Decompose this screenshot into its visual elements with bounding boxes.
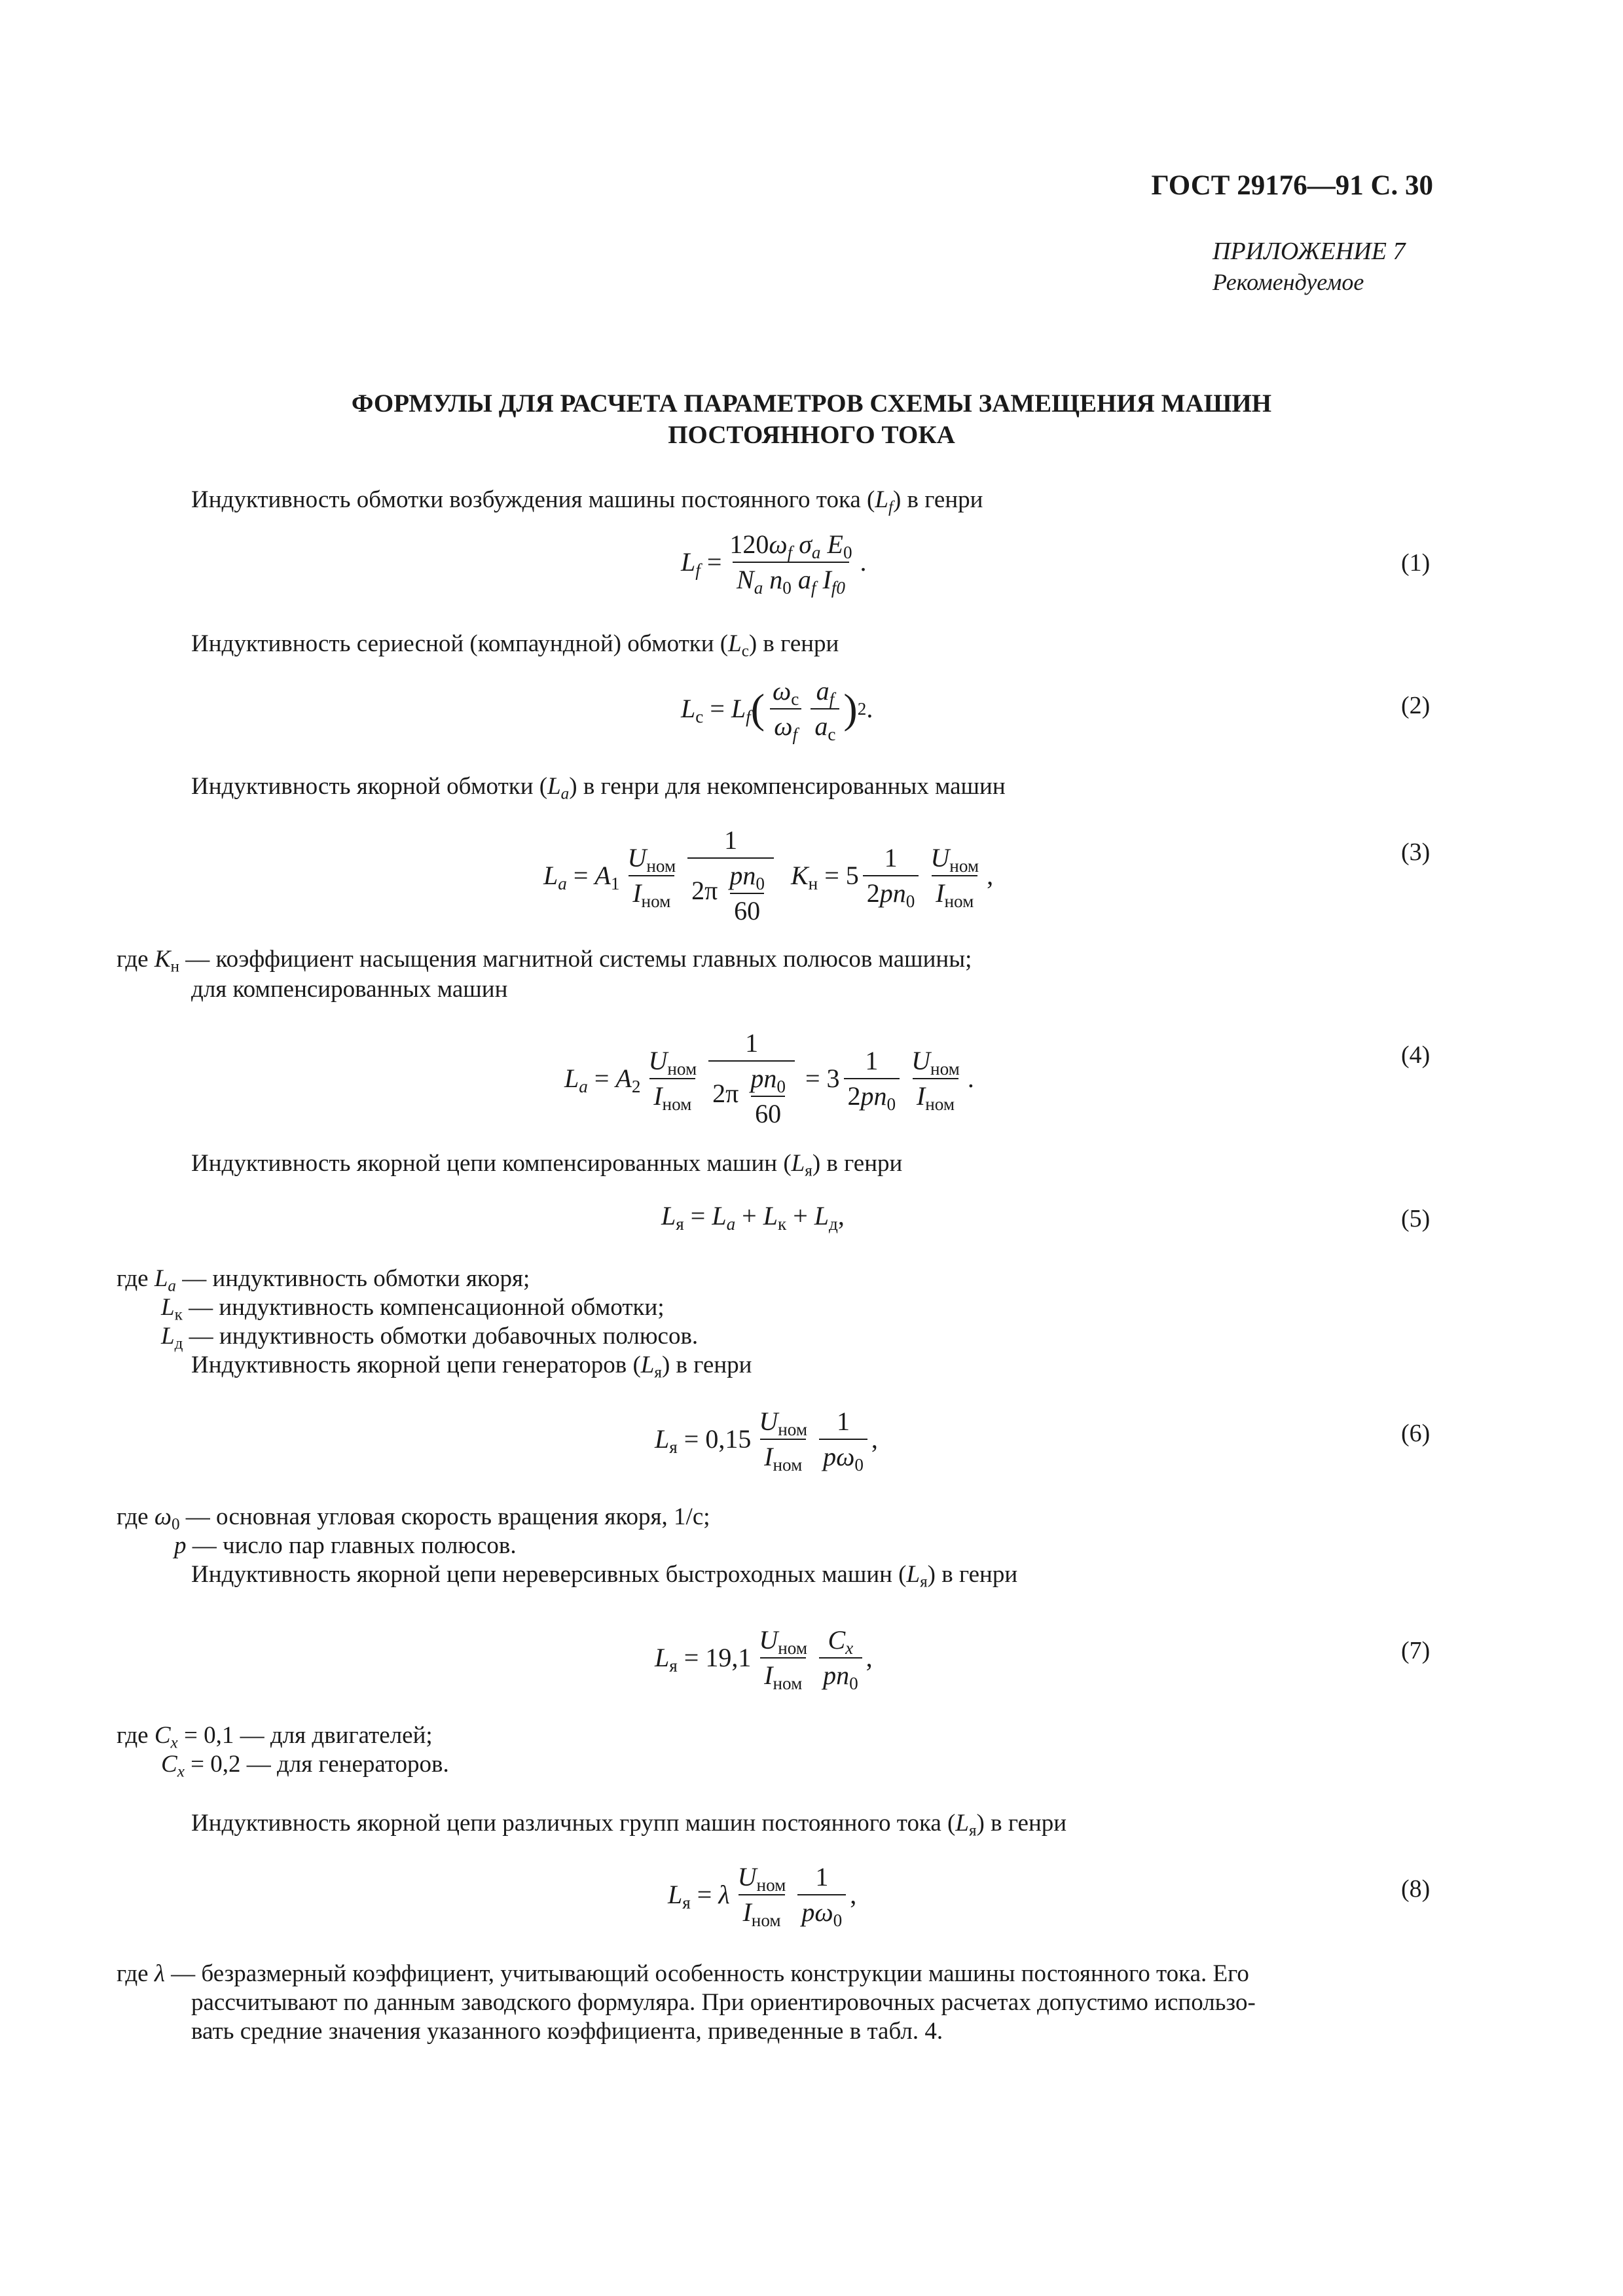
paragraph-armature-circuit-groups: Индуктивность якорной цепи различных групп машин постоянного тока $(L_я)$ в генри [191,1810,1067,1840]
standard-reference: ГОСТ 29176—91 С. 30 [1151,170,1433,201]
page-title-line-2: ПОСТОЯННОГО ТОКА [668,421,955,449]
equation-number-7: (7) [1401,1637,1431,1664]
equation-2: $L_с$ = $L_f$ ( $\frac{\omega_с}{\omega_f}$ $\frac{a_f}{a_с}$ ) 2 . [681,676,873,745]
where-cx-generators: $C_x = 0,2$ — для генераторов. [161,1751,449,1781]
where-cx-motors: где $C_x = 0,1$ — для двигателей; [117,1722,433,1752]
equation-number-5: (5) [1401,1205,1431,1232]
equation-number-2: (2) [1401,692,1431,719]
equation-number-6: (6) [1401,1420,1431,1447]
where-armature-inductance: где $L_a$ — индуктивность обмотки якоря; [117,1265,530,1295]
where-pole-pairs: p — число пар главных полюсов. [174,1532,517,1559]
appendix-status: Рекомендуемое [1213,269,1364,295]
where-lambda-line-1: где λ — безразмерный коэффициент, учитывающий особенность конструкции машины постоянного тока. Его [117,1960,1249,1987]
paragraph-armature-circuit-compensated: Индуктивность якорной цепи компенсированных машин $(L_я)$ в генри [191,1150,903,1180]
paragraph-series-winding: Индуктивность сериесной (компаундной) обмотки $(L_с)$ в генри [191,630,839,660]
equation-6: $L_я$ = 0,15 $\frac{U_{ном}}{I_{ном}}$ $\frac{1}{p\omega_0}$ , [655,1407,878,1475]
page-title-line-1: ФОРМУЛЫ ДЛЯ РАСЧЕТА ПАРАМЕТРОВ СХЕМЫ ЗАМЕЩЕНИЯ МАШИН [351,389,1272,418]
where-saturation-coefficient: где $K_н$ — коэффициент насыщения магнитной системы главных полюсов машины; [117,946,972,976]
paragraph-armature-winding: Индуктивность якорной обмотки $(L_a)$ в генри для некомпенсированных машин [191,773,1006,803]
appendix-label: ПРИЛОЖЕНИЕ 7 [1213,238,1406,265]
equation-4: $L_a$ = $A_2$ $\frac{U_{ном}}{I_{ном}}$ 1 2π $\frac{pn_0}{60}$ = 3 $\frac{1}{2pn_0}$ $\frac{U_{ном}}{I_{ном}}$ . [564,1028,974,1128]
paragraph-armature-circuit-generators: Индуктивность якорной цепи генераторов $(L_я)$ в генри [191,1352,752,1382]
where-lambda-line-3: вать средние значения указанного коэффициента, приведенные в табл. 4. [191,2018,943,2045]
equation-number-4: (4) [1401,1041,1431,1069]
compensated-machines-label: для компенсированных машин [191,976,508,1003]
where-lambda-line-2: рассчитывают по данным заводского формуляра. При ориентировочных расчетах допустимо использо- [191,1989,1256,2016]
equation-number-3: (3) [1401,838,1431,866]
where-angular-speed: где $\omega_0$ — основная угловая скорость вращения якоря, 1/с; [117,1503,710,1534]
where-compensation-inductance: $L_к$ — индуктивность компенсационной обмотки; [161,1294,665,1324]
paragraph-field-winding: Индуктивность обмотки возбуждения машины постоянного тока $(L_f)$ в генри [191,486,983,516]
equation-7: $L_я$ = 19,1 $\frac{U_{ном}}{I_{ном}}$ $\frac{C_x}{pn_0}$ , [655,1625,873,1694]
where-interpole-inductance: $L_д$ — индуктивность обмотки добавочных полюсов. [161,1323,699,1353]
equation-number-1: (1) [1401,549,1431,577]
equation-1: $L_f$ = $\frac{120\omega_f \sigma_a E_0}{N_a n_0 a_f I_{f0}}$ . [681,529,867,598]
paragraph-armature-circuit-high-speed: Индуктивность якорной цепи нереверсивных быстроходных машин $(L_я)$ в генри [191,1561,1018,1591]
equation-number-8: (8) [1401,1875,1431,1903]
equation-5: $L_я$ = $L_a$ + $L_к$ + $L_д$ , [661,1201,845,1234]
equation-3: $L_a$ = $A_1$ $\frac{U_{ном}}{I_{ном}}$ 1 2π $\frac{pn_0}{60}$ $K_н$ = 5 $\frac{1}{2pn_0}$ $\frac{U_{ном}}{I_{ном}}$ , [543,825,994,925]
equation-8: $L_я$ = λ $\frac{U_{ном}}{I_{ном}}$ $\frac{1}{p\omega_0}$ , [668,1862,857,1931]
